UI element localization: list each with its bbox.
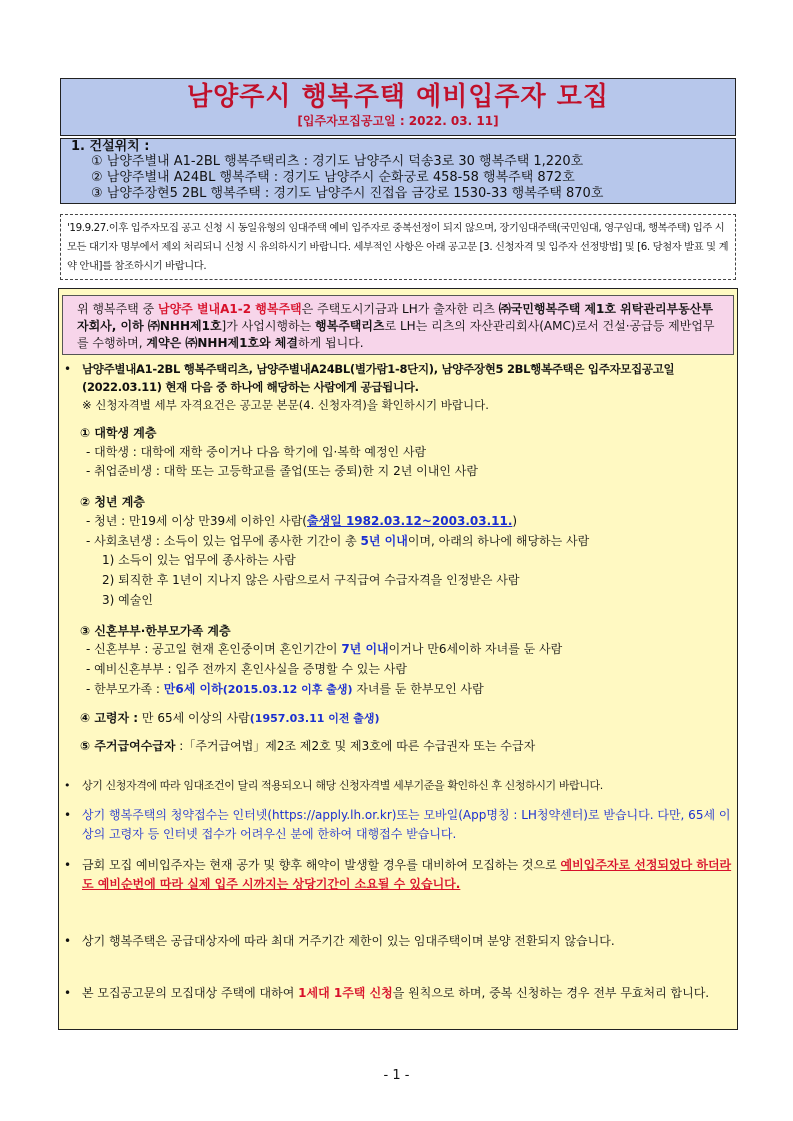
reits-text [77, 301, 719, 352]
youth-heading: ② 청년 계층 [80, 495, 145, 509]
reits-box [62, 295, 734, 355]
bullet-dot: • [64, 808, 72, 822]
page-number: - 1 - [383, 1068, 410, 1083]
reits-text-part: 위 행복주택 중 [77, 302, 158, 316]
single-parent-date: (2015.03.12 이후 출생) [222, 683, 353, 696]
bullet-duplicate [64, 984, 732, 1003]
newlywed-text: - 신혼부부 : 공고일 현재 혼인중이며 혼인기간이 [86, 642, 342, 656]
location-heading: 1. 건설위치 : [71, 139, 150, 154]
youth-text: - 청년 : 만19세 이상 만39세 이하인 사람( [86, 514, 307, 528]
bullet-application [64, 806, 732, 844]
reits-text-part: 하게 됩니다. [297, 336, 364, 350]
reits-text-part: 로 LH는 리츠의 자산관리회사(AMC)로서 건설·공급등 제반업무를 수행하며, [77, 319, 715, 350]
new-worker-text: - 사회초년생 : 소득이 있는 업무에 종사한 기간이 총 [86, 534, 361, 548]
housing-benefit-item [80, 738, 535, 754]
notice-text: '19.9.27.이후 입주자모집 공고 신청 시 동일유형의 임대주택 예비 입주자로 중복선정이 되지 않으며, 장기임대주택(국민임대, 영구임대, 행복주택) 입주 시 모든 대기자 명부에서 제외 처리되니 신청 시 유의하시기 바랍니다. 세부적인 사항은 아래 공고문 [3. 신청자격 및 입주자 선정방법] 및 [6. 당첨자 발표 및 계약 안내]를 참조하시기 바랍니다. [67, 222, 729, 272]
bullet-residence-limit [64, 932, 732, 951]
location-box [60, 138, 736, 204]
bullet-waiting-text: 금회 모집 예비입주자는 현재 공가 및 향후 해약이 발생할 경우를 대비하여 모집하는 것으로 [82, 858, 561, 872]
student-heading: ① 대학생 계층 [80, 426, 157, 440]
youth-item [86, 513, 517, 529]
youth-birth-range: 출생일 1982.03.12~2003.03.11. [307, 514, 513, 528]
eligibility-note: ※ 신청자격별 세부 자격요건은 공고문 본문(4. 신청자격)을 확인하시기 바랍니다. [82, 398, 489, 412]
newlywed-text: 이거나 만6세이하 자녀를 둔 사람 [388, 642, 563, 656]
bullet-duplicate-highlight: 1세대 1주택 신청 [298, 986, 393, 1000]
reits-highlight: 남양주 별내A1-2 행복주택 [158, 302, 302, 316]
bullet-dot: • [64, 362, 72, 376]
location-item: ③ 남양주장현5 2BL 행복주택 : 경기도 남양주시 진접읍 금강로 1530-33 행복주택 870호 [91, 186, 604, 201]
single-parent-item [86, 681, 484, 698]
pre-newlywed-item: - 예비신혼부부 : 입주 전까지 혼인사실을 증명할 수 있는 사람 [86, 662, 407, 676]
reits-text-part: 은 주택도시기금과 LH가 출자한 리츠 [301, 302, 499, 316]
elderly-date: (1957.03.11 이전 출생) [249, 712, 380, 725]
reits-name: 행복주택리츠 [315, 319, 385, 333]
new-worker-sub: 1) 소득이 있는 업무에 종사하는 사람 [102, 553, 296, 567]
jobseeker-item: - 취업준비생 : 대학 또는 고등학교를 졸업(또는 중퇴)한 지 2년 이내인 사람 [86, 464, 478, 478]
elderly-heading: ④ 고령자 : [80, 711, 139, 725]
newlywed-heading: ③ 신혼부부·한부모가족 계층 [80, 624, 231, 638]
single-parent-limit: 만6세 이하 [163, 682, 223, 696]
new-worker-sub: 2) 퇴직한 후 1년이 지나지 않은 사람으로서 구직급여 수급자격을 인정받은 사람 [102, 573, 520, 587]
bullet-application-text: 상기 행복주택의 청약접수는 인터넷(https://apply.lh.or.kr)또는 모바일(App명칭 : LH청약센터)로 받습니다. 다만, 65세 이상의 고령자 등 인터넷 접수가 어려우신 분에 한하여 대행접수 받습니다. [82, 808, 731, 841]
bullet-criteria [64, 776, 732, 795]
elderly-item [80, 710, 380, 727]
location-item: ① 남양주별내 A1-2BL 행복주택리츠 : 경기도 남양주시 덕송3로 30 행복주택 1,220호 [91, 154, 584, 169]
newlywed-limit: 7년 이내 [341, 642, 389, 656]
bullet-duplicate-text: 본 모집공고문의 모집대상 주택에 대하여 [82, 986, 299, 1000]
bullet-waiting-warning: 예비입주자로 선정되었다 하더라도 예비순번에 따라 실제 입주 시까지는 상당기간이 소요될 수 있습니다. [82, 858, 732, 891]
bullet-residence-limit-text: 상기 행복주택은 공급대상자에 따라 최대 거주기간 제한이 있는 임대주택이며 분양 전환되지 않습니다. [82, 934, 615, 948]
housing-benefit-heading: ⑤ 주거급여수급자 [80, 739, 176, 753]
youth-text: ) [512, 514, 518, 528]
new-worker-sub: 3) 예술인 [102, 593, 153, 607]
housing-benefit-text: :「주거급여법」제2조 제2호 및 제3호에 따른 수급권자 또는 수급자 [175, 739, 536, 753]
single-parent-text: 자녀를 둔 한부모인 사람 [352, 682, 484, 696]
bullet-dot: • [64, 934, 72, 948]
reits-company: ㈜국민행복주택 제1호 위탁관리부동산투자회사, 이하 ㈜NHH제1호 [77, 302, 713, 333]
bullet-criteria-text: 상기 신청자격에 따라 임대조건이 달리 적용되오니 해당 신청자격별 세부기준을 확인하신 후 신청하시기 바랍니다. [82, 779, 603, 792]
student-item: - 대학생 : 대학에 재학 중이거나 다음 학기에 입·복학 예정인 사람 [86, 445, 427, 459]
location-item: ② 남양주별내 A24BL 행복주택 : 경기도 남양주시 순화궁로 458-58 행복주택 872호 [91, 170, 575, 185]
bullet-dot: • [64, 986, 72, 1000]
elderly-text: 만 65세 이상의 사람 [138, 711, 250, 725]
new-worker-item [86, 533, 589, 549]
notice-box [60, 214, 736, 280]
newlywed-item [86, 641, 562, 657]
announcement-date: [입주자모집공고일 : 2022. 03. 11] [297, 114, 499, 128]
new-worker-text: 이며, 아래의 하나에 해당하는 사람 [407, 534, 590, 548]
eligibility-intro-block [64, 360, 732, 414]
new-worker-limit: 5년 이내 [360, 534, 408, 548]
eligibility-intro: 남양주별내A1-2BL 행복주택리츠, 남양주별내A24BL(별가람1-8단지), 남양주장현5 2BL행복주택은 입주자모집공고일(2022.03.11) 현재 다음 중 하나에 해당하는 사람에게 공급됩니다. [82, 362, 675, 394]
bullet-dot: • [64, 779, 71, 792]
reits-text-part: ]가 사업시행하는 [221, 319, 316, 333]
single-parent-text: - 한부모가족 : [86, 682, 164, 696]
page-title: 남양주시 행복주택 예비입주자 모집 [187, 82, 609, 112]
bullet-waiting [64, 856, 732, 894]
bullet-dot: • [64, 858, 72, 872]
title-box [60, 78, 736, 136]
reits-contract: 계약은 ㈜NHH제1호와 체결 [146, 336, 298, 350]
bullet-duplicate-text: 을 원칙으로 하며, 중복 신청하는 경우 전부 무효처리 합니다. [392, 986, 710, 1000]
